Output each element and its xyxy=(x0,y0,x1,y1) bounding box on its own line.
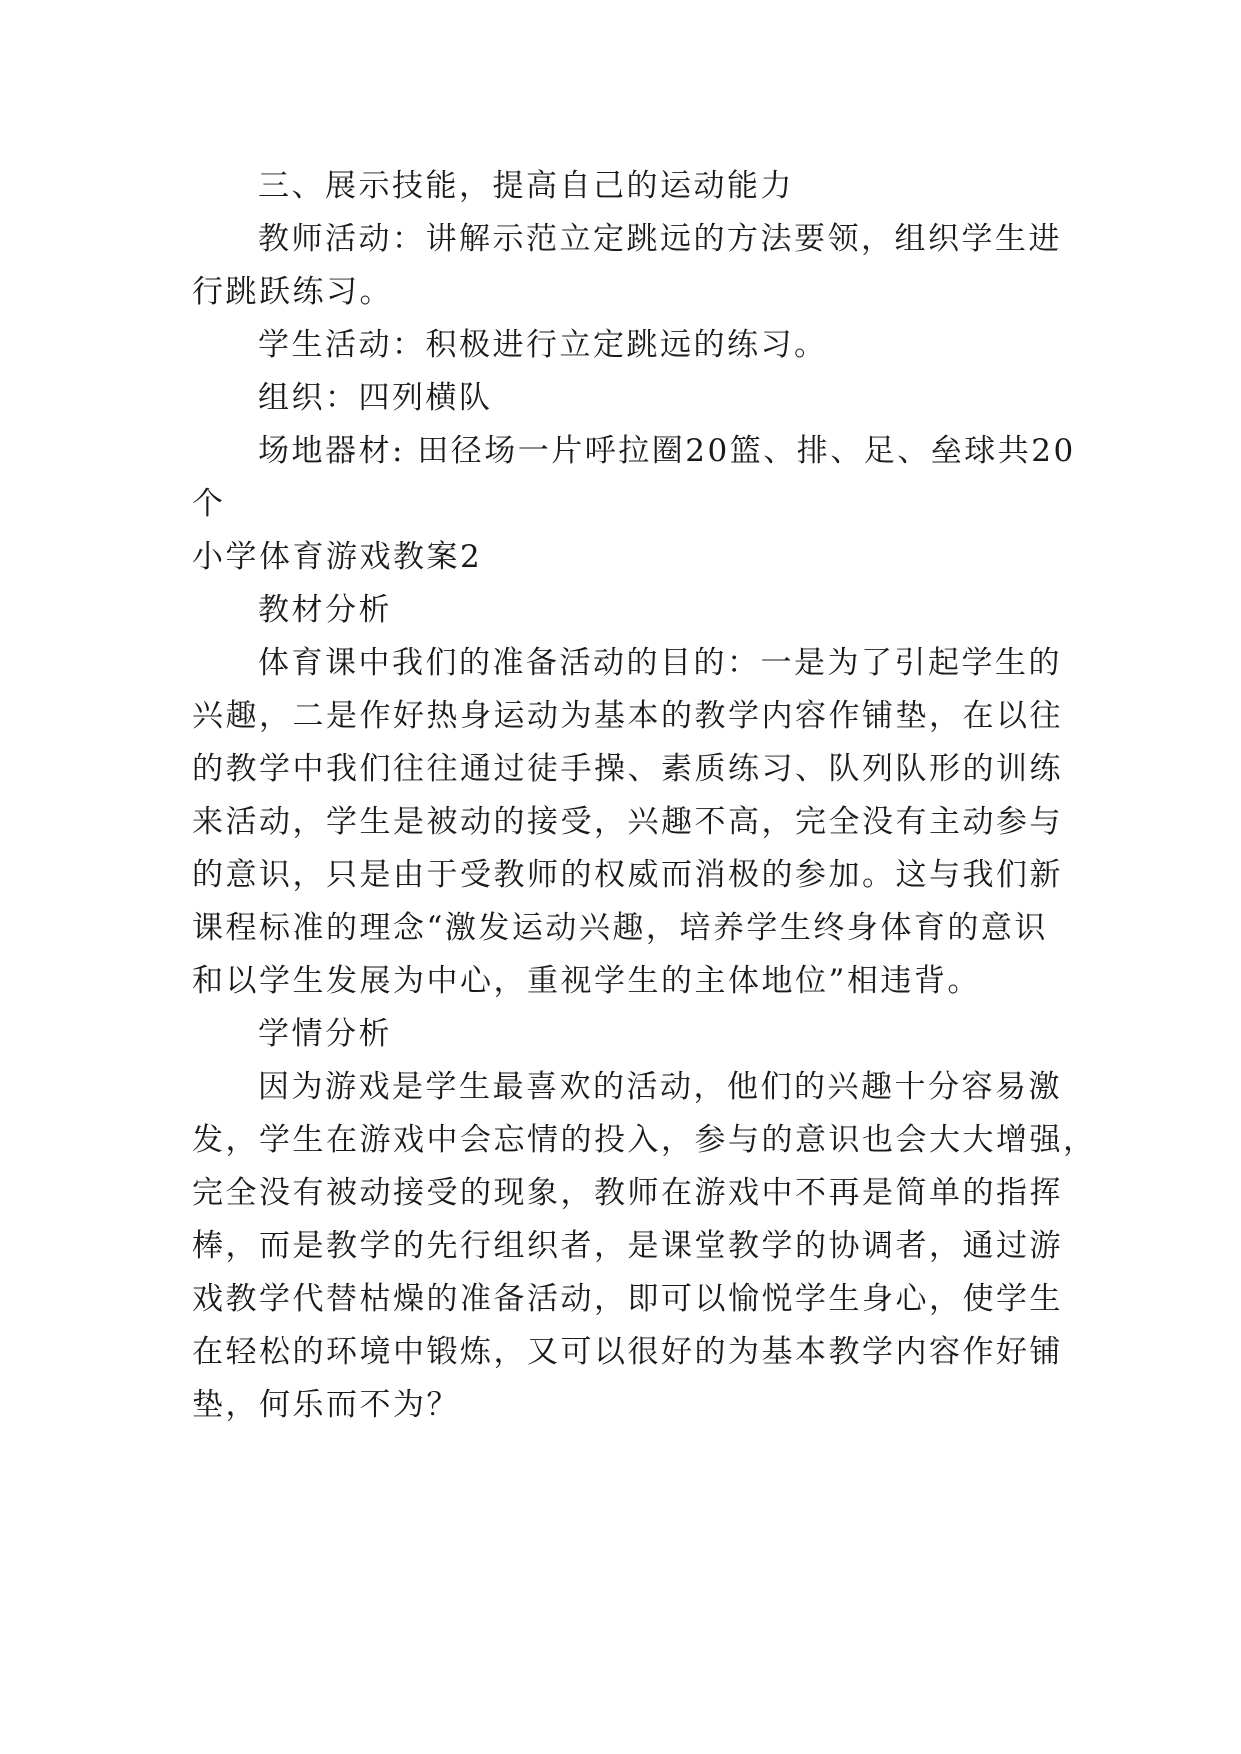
learner-analysis-paragraph: 因为游戏是学生最喜欢的活动，他们的兴趣十分容易激 xyxy=(258,1069,1062,1105)
organization-text: 组织：四列横队 xyxy=(258,380,493,416)
student-activity-text: 学生活动：积极进行立定跳远的练习。 xyxy=(258,327,828,363)
teacher-activity-text-cont: 行跳跃练习。 xyxy=(192,274,393,310)
section-heading-skills: 三、展示技能，提高自己的运动能力 xyxy=(258,168,794,204)
material-analysis-paragraph: 课程标准的理念“激发运动兴趣，培养学生终身体育的意识 xyxy=(192,910,1048,946)
learner-analysis-paragraph: 戏教学代替枯燥的准备活动，即可以愉悦学生身心，使学生 xyxy=(192,1281,1063,1317)
material-analysis-paragraph: 的教学中我们往往通过徒手操、素质练习、队列队形的训练 xyxy=(192,751,1063,787)
material-analysis-paragraph: 兴趣，二是作好热身运动为基本的教学内容作铺垫，在以往 xyxy=(192,698,1063,734)
learner-analysis-paragraph: 在轻松的环境中锻炼，又可以很好的为基本教学内容作好铺 xyxy=(192,1334,1063,1370)
equipment-text-cont: 个 xyxy=(192,486,226,522)
equipment-text: 场地器材: 田径场一片呼拉圈20篮、排、足、垒球共20 xyxy=(258,433,1076,469)
learner-analysis-paragraph: 发，学生在游戏中会忘情的投入，参与的意识也会大大增强， xyxy=(192,1122,1097,1158)
learner-analysis-paragraph: 棒，而是教学的先行组织者，是课堂教学的协调者，通过游 xyxy=(192,1228,1063,1264)
learner-analysis-paragraph: 垫，何乐而不为？ xyxy=(192,1387,460,1423)
material-analysis-paragraph: 体育课中我们的准备活动的目的：一是为了引起学生的 xyxy=(258,645,1062,681)
material-analysis-paragraph: 和以学生发展为中心，重视学生的主体地位”相违背。 xyxy=(192,963,981,999)
heading-learner-analysis: 学情分析 xyxy=(258,1016,392,1052)
material-analysis-paragraph: 的意识，只是由于受教师的权威而消极的参加。这与我们新 xyxy=(192,857,1063,893)
material-analysis-paragraph: 来活动，学生是被动的接受，兴趣不高，完全没有主动参与 xyxy=(192,804,1063,840)
lesson-plan-title: 小学体育游戏教案2 xyxy=(192,539,483,575)
heading-material-analysis: 教材分析 xyxy=(258,592,392,628)
teacher-activity-text: 教师活动：讲解示范立定跳远的方法要领，组织学生进 xyxy=(258,221,1062,257)
learner-analysis-paragraph: 完全没有被动接受的现象，教师在游戏中不再是简单的指挥 xyxy=(192,1175,1063,1211)
